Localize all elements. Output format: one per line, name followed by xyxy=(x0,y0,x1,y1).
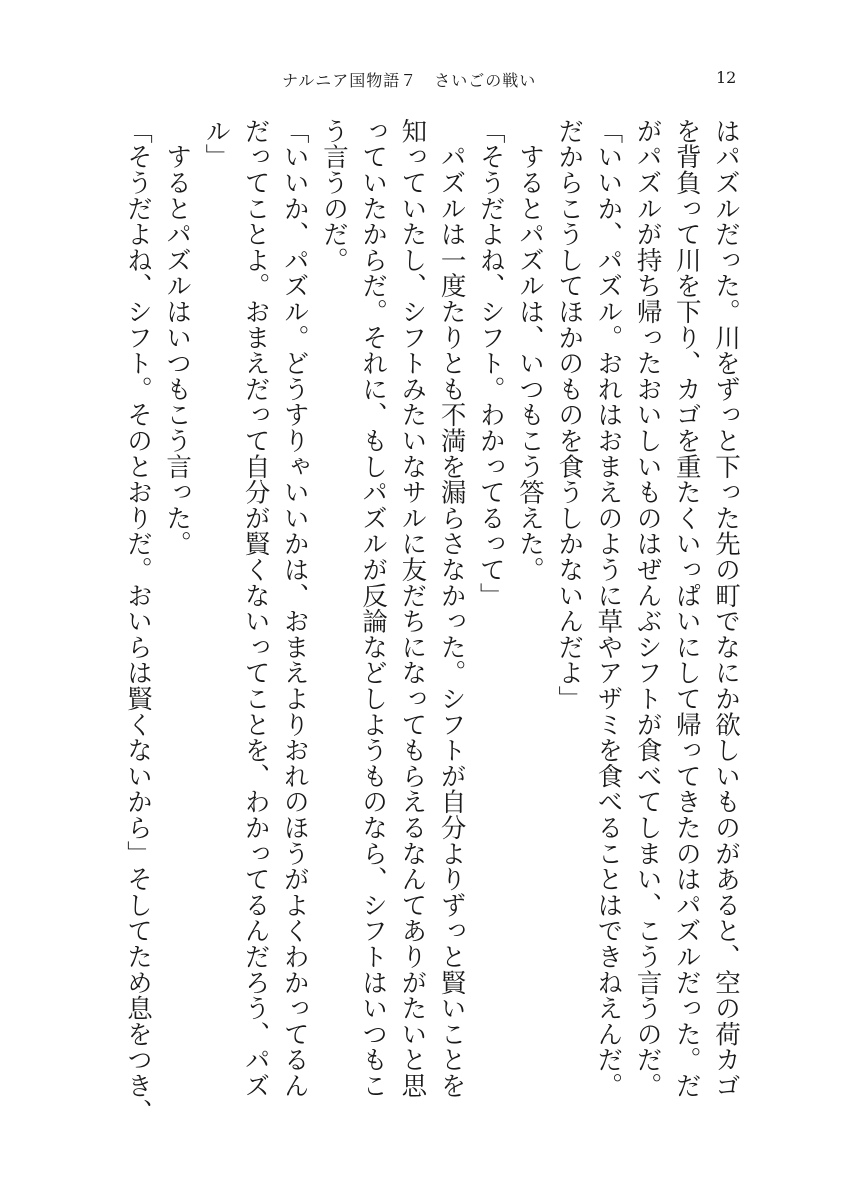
text-line: パズルは一度たりとも不満を漏らさなかった。シフトが自分よりずっと賢いことを xyxy=(436,118,467,1099)
text-line: っていたからだ。それに、もしパズルが反論などしようものなら、シフトはいつもこ xyxy=(358,118,389,1099)
text-line: だからこうしてほかのものを食うしかないんだよ」 xyxy=(554,118,585,712)
vertical-body-text xyxy=(118,118,745,1128)
text-line: はパズルだった。川をずっと下った先の町でなにか欲しいものがあると、空の荷カゴ xyxy=(711,118,741,1099)
text-line: するとパズルは、いつもこう答えた。 xyxy=(514,118,545,583)
page-number: 12 xyxy=(716,68,737,87)
text-line: 「そうだよね、シフト。わかってるって」 xyxy=(475,118,506,609)
text-line: ル」 xyxy=(201,118,232,170)
text-line: だってことよ。おまえだって自分が賢くないってことを、わかってるんだろう、パズ xyxy=(240,118,271,1099)
text-line: 「そうだよね、シフト。そのとおりだ。おいらは賢くないから」そしてため息をつき、 xyxy=(122,118,153,1125)
text-line: 「いいか、パズル。どうすりゃいいかは、おまえよりおれのほうがよくわかってるん xyxy=(279,118,310,1099)
text-line: う言うのだ。 xyxy=(318,118,349,273)
text-line: するとパズルはいつもこう言った。 xyxy=(162,118,193,557)
text-line: がパズルが持ち帰ったおいしいものはぜんぶシフトが食べてしまい、こう言うのだ。 xyxy=(632,118,663,1099)
text-line: 「いいか、パズル。おれはおまえのように草やアザミを食べることはできねえんだ。 xyxy=(593,118,624,1099)
running-header-title: ナルニア国物語７ さいごの戦い xyxy=(282,71,537,90)
text-line: を背負って川を下り、カゴを重たくいっぱいにして帰ってきたのはパズルだった。だ xyxy=(671,118,702,1099)
text-line: 知っていたし、シフトみたいなサルに友だちになってもらえるなんてありがたいと思 xyxy=(397,118,428,1099)
